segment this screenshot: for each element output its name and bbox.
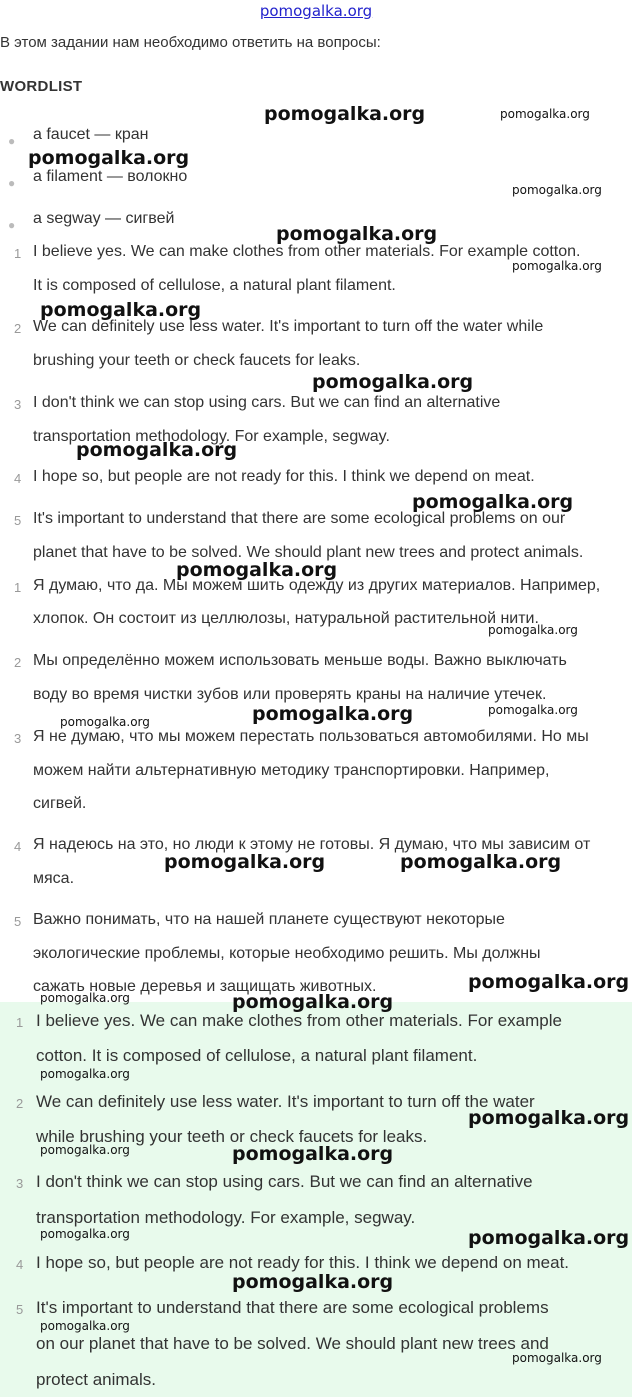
watermark: pomogalka.org [276,223,438,245]
answer-line: Важно понимать, что на нашей планете существуют некоторые [33,911,505,928]
answer-line: We can definitely use less water. It's important to turn off the water [36,1092,535,1111]
watermark: pomogalka.org [40,991,130,1005]
answer-line: brushing your teeth or check faucets for leaks. [33,352,361,369]
watermark: pomogalka.org [40,1143,130,1157]
answer-line: planet that have to be solved. We should plant new trees and protect animals. [33,544,584,561]
watermark: pomogalka.org [512,183,602,197]
bullet-icon: ● [8,134,16,148]
item-number: 5 [14,513,22,528]
watermark: pomogalka.org [232,1271,394,1293]
item-number: 5 [16,1302,24,1317]
answer-line: It is composed of cellulose, a natural plant filament. [33,277,396,294]
item-number: 2 [14,655,22,670]
bullet-icon: ● [8,176,16,190]
item-number: 4 [14,471,22,486]
watermark: pomogalka.org [176,559,338,581]
answer-line: хлопок. Он состоит из целлюлозы, натуральной растительной нити. [33,610,539,627]
item-number: 2 [14,321,22,336]
watermark: pomogalka.org [400,851,562,873]
watermark: pomogalka.org [232,1143,394,1165]
wordlist-item: a filament — волокно [33,168,188,185]
answer-line: on our planet that have to be solved. We should plant new trees and [36,1334,549,1353]
answer-line: сигвей. [33,795,87,812]
intro-text: В этом задании нам необходимо ответить на вопросы: [0,34,381,51]
answer-line: Я надеюсь на это, но люди к этому не готовы. Я думаю, что мы зависим от [33,836,591,853]
answer-line: while brushing your teeth or check faucets for leaks. [36,1127,428,1146]
wordlist-item: a faucet — кран [33,126,149,143]
watermark: pomogalka.org [468,971,630,993]
answer-line: protect animals. [36,1370,156,1389]
answer-line: I hope so, but people are not ready for this. I think we depend on meat. [33,468,535,485]
answer-line: экологические проблемы, которые необходимо решить. Мы должны [33,945,541,962]
answer-line: Я думаю, что да. Мы можем шить одежду из других материалов. Например, [33,577,601,594]
watermark: pomogalka.org [500,107,590,121]
item-number: 3 [14,397,22,412]
watermark: pomogalka.org [468,1107,630,1129]
watermark: pomogalka.org [60,715,150,729]
answer-line: cotton. It is composed of cellulose, a natural plant filament. [36,1046,478,1065]
answer-line: transportation methodology. For example, segway. [33,428,390,445]
watermark: pomogalka.org [40,299,202,321]
site-link[interactable]: pomogalka.org [259,2,373,20]
answer-line: I hope so, but people are not ready for this. I think we depend on meat. [36,1253,570,1272]
answer-line: We can definitely use less water. It's important to turn off the water while [33,318,544,335]
answer-line: мяса. [33,870,75,887]
watermark: pomogalka.org [488,623,578,637]
answer-line: Мы определённо можем использовать меньше воды. Важно выключать [33,652,567,669]
watermark: pomogalka.org [468,1227,630,1249]
answer-line: I don't think we can stop using cars. But we can find an alternative [33,394,501,411]
watermark: pomogalka.org [512,259,602,273]
watermark: pomogalka.org [512,1351,602,1365]
watermark: pomogalka.org [252,703,414,725]
answer-line: I don't think we can stop using cars. But we can find an alternative [36,1172,533,1191]
answer-line: воду во время чистки зубов или проверять краны на наличие утечек. [33,686,547,703]
answer-line: Я не думаю, что мы можем перестать пользоваться автомобилями. Но мы [33,728,589,745]
answer-line: I believe yes. We can make clothes from other materials. For example [36,1011,562,1030]
item-number: 5 [14,914,22,929]
item-number: 1 [16,1015,24,1030]
watermark: pomogalka.org [76,439,238,461]
bullet-icon: ● [8,218,16,232]
answer-line: можем найти альтернативную методику транспортировки. Например, [33,762,550,779]
item-number: 1 [14,580,22,595]
answer-line: сажать новые деревья и защищать животных. [33,978,377,995]
item-number: 1 [14,246,22,261]
watermark: pomogalka.org [232,991,394,1013]
watermark: pomogalka.org [488,703,578,717]
watermark: pomogalka.org [28,147,190,169]
watermark: pomogalka.org [40,1319,130,1333]
item-number: 4 [14,839,22,854]
watermark: pomogalka.org [264,103,426,125]
watermark: pomogalka.org [312,371,474,393]
wordlist-title: WORDLIST [0,78,83,95]
wordlist-item: a segway — сигвей [33,210,175,227]
watermark: pomogalka.org [40,1227,130,1241]
item-number: 4 [16,1257,24,1272]
answer-line: It's important to understand that there are some ecological problems on our [33,510,566,527]
item-number: 3 [16,1176,24,1191]
item-number: 3 [14,731,22,746]
item-number: 2 [16,1096,24,1111]
watermark: pomogalka.org [164,851,326,873]
watermark: pomogalka.org [412,491,574,513]
answer-line: I believe yes. We can make clothes from other materials. For example cotton. [33,243,581,260]
watermark: pomogalka.org [40,1067,130,1081]
answer-line: It's important to understand that there are some ecological problems [36,1298,549,1317]
answer-line: transportation methodology. For example, segway. [36,1208,416,1227]
